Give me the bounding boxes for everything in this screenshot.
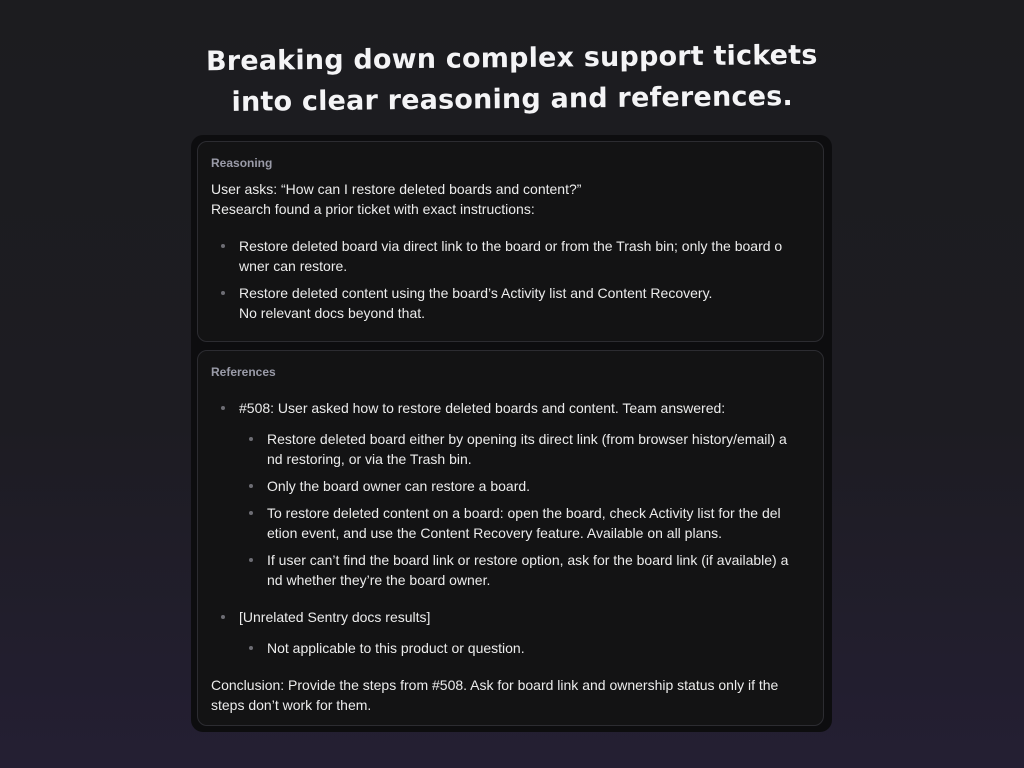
reference-step-restore-content-line1: To restore deleted content on a board: open the board, check Activity list for the del xyxy=(267,505,781,521)
reasoning-label: Reasoning xyxy=(211,156,273,170)
references-panel xyxy=(197,350,824,726)
references-label: References xyxy=(211,365,276,379)
conclusion-line1: Conclusion: Provide the steps from #508. Ask for board link and ownership status only if the xyxy=(211,677,779,693)
reasoning-bullet-board-line1: Restore deleted board via direct link to the board or from the Trash bin; only the board o xyxy=(239,238,783,254)
bullet-dot xyxy=(221,406,225,410)
reference-step-restore-board-line1: Restore deleted board either by opening its direct link (from browser history/email) a xyxy=(267,431,787,447)
ticket-breakdown-card xyxy=(191,135,832,732)
conclusion-line2: steps don’t work for them. xyxy=(211,697,372,713)
bullet-dot xyxy=(221,291,225,295)
reference-step-ask-link-line1: If user can’t find the board link or restore option, ask for the board link (if available) a xyxy=(267,552,789,568)
reference-unrelated-docs: [Unrelated Sentry docs results] xyxy=(239,609,431,625)
reference-step-restore-content-line2: etion event, and use the Content Recovery feature. Available on all plans. xyxy=(267,525,723,541)
bullet-dot xyxy=(221,244,225,248)
sub-bullet-dot xyxy=(249,558,253,562)
reference-ticket-508: #508: User asked how to restore deleted boards and content. Team answered: xyxy=(239,400,726,416)
headline xyxy=(0,33,1024,126)
sub-bullet-dot xyxy=(249,511,253,515)
sub-bullet-dot xyxy=(249,437,253,441)
reasoning-panel xyxy=(197,141,824,342)
headline-line-2: into clear reasoning and references. xyxy=(231,81,794,118)
reference-step-restore-board-line2: nd restoring, or via the Trash bin. xyxy=(267,451,472,467)
headline-line-1: Breaking down complex support tickets xyxy=(205,39,818,78)
sub-bullet-dot xyxy=(249,646,253,650)
reference-unrelated-note: Not applicable to this product or question. xyxy=(267,640,525,656)
reasoning-bullet-content-line1: Restore deleted content using the board’s Activity list and Content Recovery. xyxy=(239,285,713,301)
reasoning-bullet-board-line2: wner can restore. xyxy=(239,258,348,274)
bullet-dot xyxy=(221,615,225,619)
reference-step-owner-only: Only the board owner can restore a board. xyxy=(267,478,531,494)
reasoning-intro-question: User asks: “How can I restore deleted boards and content?” xyxy=(211,181,582,197)
reasoning-intro-research: Research found a prior ticket with exact instructions: xyxy=(211,201,535,217)
reasoning-bullet-content-line2: No relevant docs beyond that. xyxy=(239,305,426,321)
reference-step-ask-link-line2: nd whether they’re the board owner. xyxy=(267,572,491,588)
sub-bullet-dot xyxy=(249,484,253,488)
